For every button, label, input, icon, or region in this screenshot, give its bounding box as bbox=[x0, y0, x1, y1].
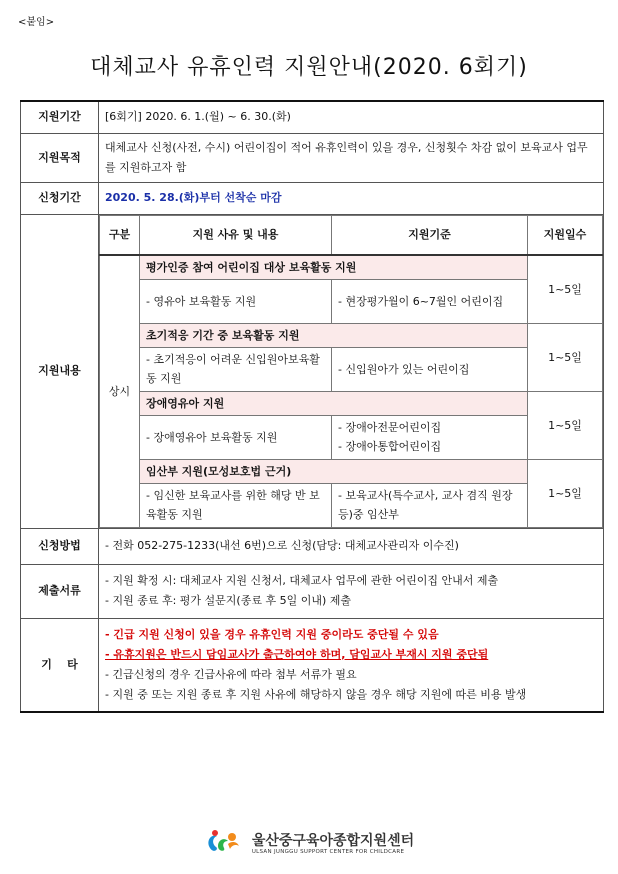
days-cell: 1~5일 bbox=[528, 255, 603, 324]
criteria-cell bbox=[332, 415, 528, 459]
period-label: 지원기간 bbox=[21, 101, 99, 133]
footer bbox=[0, 828, 618, 860]
etc-label: 기 타 bbox=[21, 618, 99, 712]
days-cell: 1~5일 bbox=[528, 323, 603, 391]
etc-item: - 유휴지원은 반드시 담임교사가 출근하여야 하며, 담임교사 부재시 지원 중단됨 bbox=[105, 647, 489, 661]
documents-item: - 지원 확정 시: 대체교사 지원 신청서, 대체교사 업무에 관한 어린이집 안내서 제출 bbox=[105, 574, 499, 587]
reason-cell: - 장애영유아 보육활동 지원 bbox=[140, 415, 332, 459]
page-title: 대체교사 유휴인력 지원안내(2020. 6회기) bbox=[90, 55, 528, 80]
section-title: 임산부 지원(모성보호법 근거) bbox=[140, 459, 528, 483]
org-name: 울산중구육아종합지원센터 bbox=[251, 833, 415, 849]
purpose-value: 대체교사 신청(사전, 수시) 어린이집이 적어 유휴인력이 있을 경우, 신청횟수 차감 없이 보육교사 업무를 지원하고자 함 bbox=[99, 133, 604, 182]
header-criteria: 지원기준 bbox=[332, 215, 528, 255]
attachment-label: <붙임> bbox=[18, 17, 55, 28]
documents-list bbox=[99, 564, 604, 618]
criteria-cell: - 현장평가월이 6~7월인 어린이집 bbox=[332, 279, 528, 323]
purpose-label: 지원목적 bbox=[21, 133, 99, 182]
apply-period-value: 2020. 5. 28.(화)부터 선착순 마감 bbox=[99, 182, 604, 214]
etc-item: - 지원 중 또는 지원 종료 후 지원 사유에 해당하지 않을 경우 해당 지원에 따른 비용 발생 bbox=[105, 687, 527, 701]
criteria-cell: - 신입원아가 있는 어린이집 bbox=[332, 347, 528, 391]
reason-cell: - 초기적응이 어려운 신입원아보육활동 지원 bbox=[140, 347, 332, 391]
guide-table bbox=[20, 100, 604, 713]
header-category: 구분 bbox=[100, 215, 140, 255]
header-days: 지원일수 bbox=[528, 215, 603, 255]
criteria-line: - 장애아통합어린이집 bbox=[338, 440, 442, 453]
section-title: 평가인증 참여 어린이집 대상 보육활동 지원 bbox=[140, 255, 528, 280]
period-value: [6회기] 2020. 6. 1.(월) ~ 6. 30.(화) bbox=[99, 101, 604, 133]
etc-list bbox=[99, 618, 604, 712]
documents-item: - 지원 종료 후: 평가 설문지(종료 후 5일 이내) 제출 bbox=[105, 594, 351, 607]
reason-cell: - 영유아 보육활동 지원 bbox=[140, 279, 332, 323]
org-name-en: ULSAN JUNGGU SUPPORT CENTER FOR CHILDCARE bbox=[251, 849, 405, 855]
content-label: 지원내용 bbox=[21, 214, 99, 528]
reason-cell: - 임신한 보육교사를 위한 해당 반 보육활동 지원 bbox=[140, 483, 332, 527]
criteria-cell: - 보육교사(특수교사, 교사 겸직 원장 등)중 임산부 bbox=[332, 483, 528, 527]
child-care-center-logo-icon bbox=[204, 828, 244, 860]
section-title: 초기적응 기간 중 보육활동 지원 bbox=[140, 323, 528, 347]
apply-period-label: 신청기간 bbox=[21, 182, 99, 214]
etc-item: - 긴급신청의 경우 긴급사유에 따라 첨부 서류가 필요 bbox=[105, 667, 357, 681]
criteria-line: - 장애아전문어린이집 bbox=[338, 421, 442, 434]
method-label: 신청방법 bbox=[21, 528, 99, 564]
days-cell: 1~5일 bbox=[528, 459, 603, 527]
days-cell: 1~5일 bbox=[528, 391, 603, 459]
header-reason: 지원 사유 및 내용 bbox=[140, 215, 332, 255]
content-table-cell bbox=[99, 214, 604, 528]
footer-text bbox=[252, 833, 414, 855]
documents-label: 제출서류 bbox=[21, 564, 99, 618]
etc-item: - 긴급 지원 신청이 있을 경우 유휴인력 지원 중이라도 중단될 수 있음 bbox=[105, 627, 439, 641]
content-table bbox=[99, 215, 603, 528]
section-title: 장애영유아 지원 bbox=[140, 391, 528, 415]
category-cell: 상시 bbox=[100, 255, 140, 528]
method-value: - 전화 052-275-1233(내선 6번)으로 신청(담당: 대체교사관리자 이수진) bbox=[99, 528, 604, 564]
